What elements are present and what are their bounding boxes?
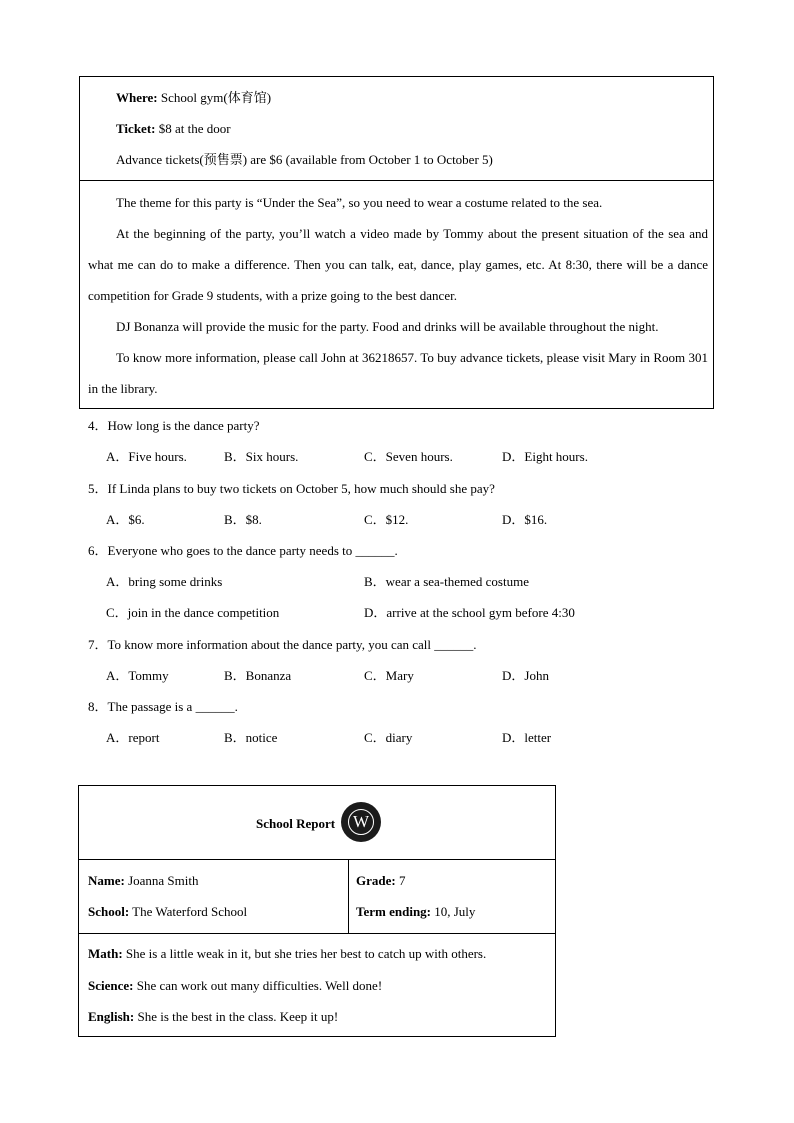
question-stem: 4．How long is the dance party?	[88, 418, 260, 433]
math-comment	[88, 946, 486, 962]
option-c[interactable]: C．Mary	[364, 668, 414, 683]
science-value: She can work out many difficulties. Well done!	[133, 978, 383, 993]
option-c[interactable]: C．diary	[364, 730, 413, 745]
school-value: The Waterford School	[129, 904, 248, 919]
where-value: School gym(体育馆)	[157, 90, 272, 105]
option-c[interactable]: C．Seven hours.	[364, 449, 453, 464]
passage-paragraph-2: At the beginning of the party, you’ll watch a video made by Tommy about the present situation of the sea and what me can do to make a difference. Then you can talk, eat, dance, play games, etc. At 8:30, there will be a dance competition for Grade 9 students, with a prize going to the best dancer.	[88, 226, 708, 303]
event-info-section	[80, 77, 713, 181]
option-a[interactable]: A．report	[106, 730, 160, 745]
question-stem: 6．Everyone who goes to the dance party needs to ______.	[88, 543, 398, 558]
school-label: School:	[88, 904, 130, 919]
option-a[interactable]: A．Five hours.	[106, 449, 187, 464]
option-b[interactable]: B．Six hours.	[224, 449, 299, 464]
column-divider	[348, 859, 349, 933]
passage-paragraph-4: To know more information, please call John at 36218657. To buy advance tickets, please visit Mary in Room 301 in the library.	[88, 350, 708, 396]
name-label: Name:	[88, 873, 125, 888]
event-notice-box	[79, 76, 714, 409]
advance-tickets-line: Advance tickets(预售票) are $6 (available from October 1 to October 5)	[116, 152, 493, 167]
report-title-row	[79, 786, 555, 860]
term-label: Term ending:	[356, 904, 431, 919]
science-label: Science:	[88, 978, 134, 993]
option-d[interactable]: D．Eight hours.	[502, 449, 588, 464]
option-a[interactable]: A．Tommy	[106, 668, 169, 683]
option-b[interactable]: B．$8.	[224, 512, 262, 527]
grade-field	[356, 873, 405, 889]
english-comment	[88, 1009, 338, 1025]
option-d[interactable]: D．$16.	[502, 512, 548, 527]
option-b[interactable]: B．Bonanza	[224, 668, 292, 683]
passage-paragraph-3: DJ Bonanza will provide the music for the party. Food and drinks will be available throughout the night.	[116, 319, 659, 334]
term-field	[356, 904, 475, 920]
option-d[interactable]: D．arrive at the school gym before 4:30	[364, 605, 575, 620]
option-c[interactable]: C．join in the dance competition	[106, 605, 280, 620]
option-b[interactable]: B．notice	[224, 730, 278, 745]
question-stem: 7．To know more information about the dance party, you can call ______.	[88, 637, 477, 652]
option-a[interactable]: A．$6.	[106, 512, 145, 527]
name-value: Joanna Smith	[124, 873, 199, 888]
ticket-value: $8 at the door	[155, 121, 231, 136]
grade-value: 7	[395, 873, 406, 888]
passage-paragraph-1: The theme for this party is “Under the Sea”, so you need to wear a costume related to the sea.	[116, 195, 603, 210]
ticket-label: Ticket:	[116, 121, 156, 136]
seal-letter: W	[348, 809, 374, 835]
question-stem: 8．The passage is a ______.	[88, 699, 238, 714]
report-title: School Report	[256, 816, 336, 831]
math-label: Math:	[88, 946, 123, 961]
math-value: She is a little weak in it, but she tries her best to catch up with others.	[122, 946, 487, 961]
where-label: Where:	[116, 90, 158, 105]
term-value: 10, July	[431, 904, 476, 919]
english-label: English:	[88, 1009, 135, 1024]
science-comment	[88, 978, 382, 994]
report-info-row	[79, 859, 555, 934]
school-field	[88, 904, 247, 920]
school-seal-logo	[341, 802, 381, 842]
school-report-table	[78, 785, 556, 1037]
option-c[interactable]: C．$12.	[364, 512, 409, 527]
name-field	[88, 873, 199, 889]
where-line	[116, 90, 271, 106]
english-value: She is the best in the class. Keep it up!	[134, 1009, 339, 1024]
option-b[interactable]: B．wear a sea-themed costume	[364, 574, 529, 589]
grade-label: Grade:	[356, 873, 396, 888]
option-d[interactable]: D．letter	[502, 730, 552, 745]
option-d[interactable]: D．John	[502, 668, 549, 683]
question-stem: 5．If Linda plans to buy two tickets on October 5, how much should she pay?	[88, 481, 495, 496]
ticket-line	[116, 121, 231, 137]
option-a[interactable]: A．bring some drinks	[106, 574, 223, 589]
